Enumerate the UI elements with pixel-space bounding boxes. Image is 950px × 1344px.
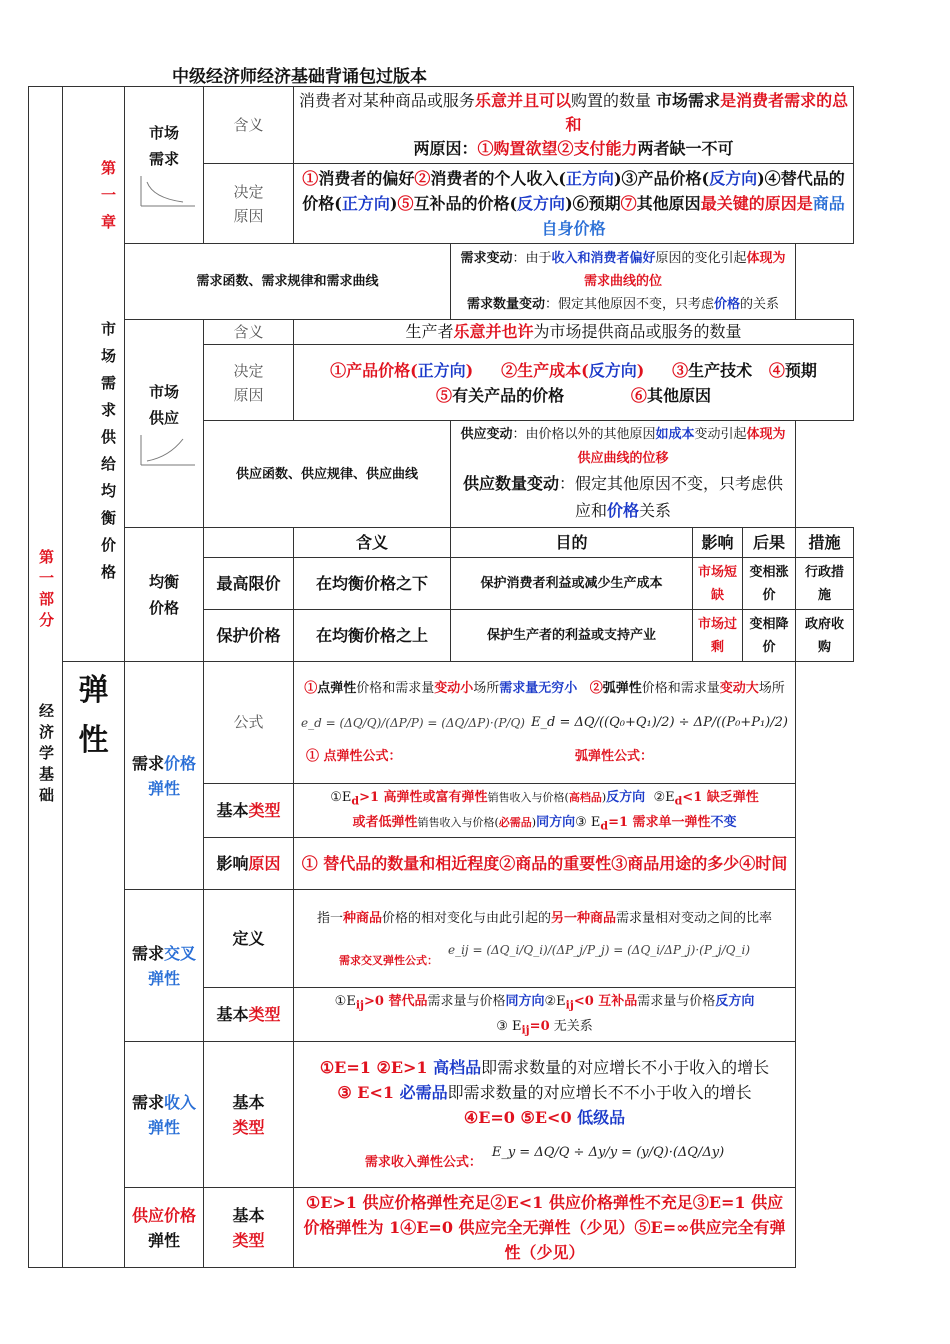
price-cause-text: ① 替代品的数量和相近程度②商品的重要性③商品用途的多少④时间 [294, 838, 796, 890]
equilibrium-label: 均衡价格 [125, 528, 204, 662]
demand-meaning-text: 消费者对某种商品或服务乐意并且可以购置的数量 市场需求是消费者需求的总和 两原因：①购置欲望②支付能力两者缺一不可 [294, 87, 854, 164]
supply-elasticity-label: 供应价格 弹性 [125, 1188, 204, 1268]
eq-row-meaning: 在均衡价格之上 [294, 610, 451, 662]
supply-factors-label: 决定原因 [204, 345, 294, 421]
price-type-text: $①E_d>1$ 高弹性或富有弹性销售收入与价格(高档品)反方向 $②E_d<1$ 缺乏弹性 或者低弹性销售收入与价格(必需品)同方向③ $E_d=1$ 需求单一弹性不变 [294, 784, 796, 838]
cross-def-label: 定义 [204, 890, 294, 988]
supply-factors-text: ①产品价格(正方向) ②生产成本(反方向) ③生产技术 ④预期 ⑤有关产品的价格 ⑥其他原因 [294, 345, 854, 421]
income-elasticity-label: 需求收入 弹性 [125, 1042, 204, 1188]
eq-header-result: 后果 [743, 528, 796, 558]
income-elasticity-formula: E_y = ΔQ/Q ÷ Δy/y = (y/Q)·(ΔQ/Δy) [491, 1144, 725, 1160]
eq-row-effect: 市场短缺 [693, 558, 743, 610]
supply-change-text: 供应变动：由价格以外的其他原因如成本变动引起体现为供应曲线的位移 供应数量变动：假定其他原因不变，只考虑供应和价格关系 [451, 421, 796, 528]
price-elasticity-label: 需求价格弹性 [125, 662, 204, 890]
demand-meaning-label: 含义 [204, 87, 294, 164]
eq-row-name: 最高限价 [204, 558, 294, 610]
income-type-text: ①E=1 ②E>1 高档品即需求数量的对应增长不小于收入的增长 ③ E<1 必需品即需求数量的对应增长不不小于收入的增长 ④E=0 ⑤E<0 低级品 需求收入弹性公式： E_y = ΔQ/Q ÷ Δy/y = (y/Q)·(ΔQ/Δy) [294, 1042, 796, 1188]
price-formula-label: 公式 [204, 662, 294, 784]
eq-row-measure: 政府收购 [796, 610, 854, 662]
supply-meaning-label: 含义 [204, 320, 294, 345]
eq-row-result: 变相降价 [743, 610, 796, 662]
supply-function-label: 供应函数、供应规律、供应曲线 [204, 421, 451, 528]
cross-elasticity-formula: e_ij = (ΔQ_i/Q_i)/(ΔP_j/P_j) = (ΔQ_i/ΔP_j)·(P_j/Q_i) [447, 942, 751, 957]
demand-factors-label: 决定原因 [204, 164, 294, 244]
eq-row-purpose: 保护消费者利益或减少生产成本 [451, 558, 693, 610]
price-formula-cell: ①点弹性价格和需求量变动小场所需求量无穷小 ②弧弹性价格和需求量变动大场所 e_d = (ΔQ/Q)/(ΔP/P) = (ΔQ/ΔP)·(P/Q) E_d = ΔQ/((Q₀+Q₁)/2) ÷ ΔP/((P₀+P₁)/2) ① 点弹性公式： 弧弹性公式： [294, 662, 796, 784]
eq-header-measure: 措施 [796, 528, 854, 558]
eq-row-measure: 行政措施 [796, 558, 854, 610]
chapter-cell: 第一章 市场需求供给均衡价格 [63, 87, 125, 662]
eq-header-blank [204, 528, 294, 558]
cross-elasticity-label: 需求交叉 弹性 [125, 890, 204, 1042]
eq-row-result: 变相涨价 [743, 558, 796, 610]
demand-label: 市场需求 [125, 87, 204, 244]
supply-el-type-label: 基本 类型 [204, 1188, 294, 1268]
income-type-label: 基本 类型 [204, 1042, 294, 1188]
eq-header-meaning: 含义 [294, 528, 451, 558]
supply-el-type-text: ①E>1 供应价格弹性充足②E<1 供应价格弹性不充足③E=1 供应价格弹性为 1④E=0 供应完全无弹性（少见）⑤E=∞供应完全有弹性（少见） [294, 1188, 796, 1268]
supply-label: 市场供应 [125, 320, 204, 528]
part-cell: 第一部分 经济学基础 [29, 87, 63, 1268]
demand-curve-icon [139, 174, 199, 210]
price-type-label: 基本类型 [204, 784, 294, 838]
cross-type-label: 基本类型 [204, 988, 294, 1042]
eq-row-purpose: 保护生产者的利益或支持产业 [451, 610, 693, 662]
summary-table [28, 86, 854, 1268]
point-elasticity-formula: e_d = (ΔQ/Q)/(ΔP/P) = (ΔQ/ΔP)·(P/Q) [301, 715, 525, 730]
eq-header-effect: 影响 [693, 528, 743, 558]
demand-function-label: 需求函数、需求规律和需求曲线 [125, 244, 451, 320]
eq-row-name: 保护价格 [204, 610, 294, 662]
eq-header-purpose: 目的 [451, 528, 693, 558]
cross-def-text: 指一种商品价格的相对变化与由此引起的另一种商品需求量相对变动之间的比率 需求交叉弹性公式： e_ij = (ΔQ_i/Q_i)/(ΔP_j/P_j) = (ΔQ_i/ΔP_j)·(P_j/Q_i) [294, 890, 796, 988]
eq-row-effect: 市场过剩 [693, 610, 743, 662]
supply-curve-icon [139, 433, 199, 469]
demand-factors-text: ①消费者的偏好②消费者的个人收入(正方向)③产品价格(反方向)④替代品的价格(正方向)⑤互补品的价格(反方向)⑥预期⑦其他原因最关键的原因是商品自身价格 [294, 164, 854, 244]
elasticity-label: 弹性 [63, 662, 125, 1268]
demand-change-text: 需求变动：由于收入和消费者偏好原因的变化引起体现为需求曲线的位 需求数量变动：假定其他原因不变，只考虑价格的关系 [451, 244, 796, 320]
eq-row-meaning: 在均衡价格之下 [294, 558, 451, 610]
page-title: 中级经济师经济基础背诵包过版本 [172, 67, 427, 87]
supply-meaning-text: 生产者乐意并也许为市场提供商品或服务的数量 [294, 320, 854, 345]
cross-type-text: $①E_{ij}>0$ 替代品需求量与价格同方向$②E_{ij}<0$ 互补品需求量与价格反方向 ③ $E_{ij}=0$ 无关系 [294, 988, 796, 1042]
price-cause-label: 影响原因 [204, 838, 294, 890]
arc-elasticity-formula: E_d = ΔQ/((Q₀+Q₁)/2) ÷ ΔP/((P₀+P₁)/2) [531, 714, 788, 730]
